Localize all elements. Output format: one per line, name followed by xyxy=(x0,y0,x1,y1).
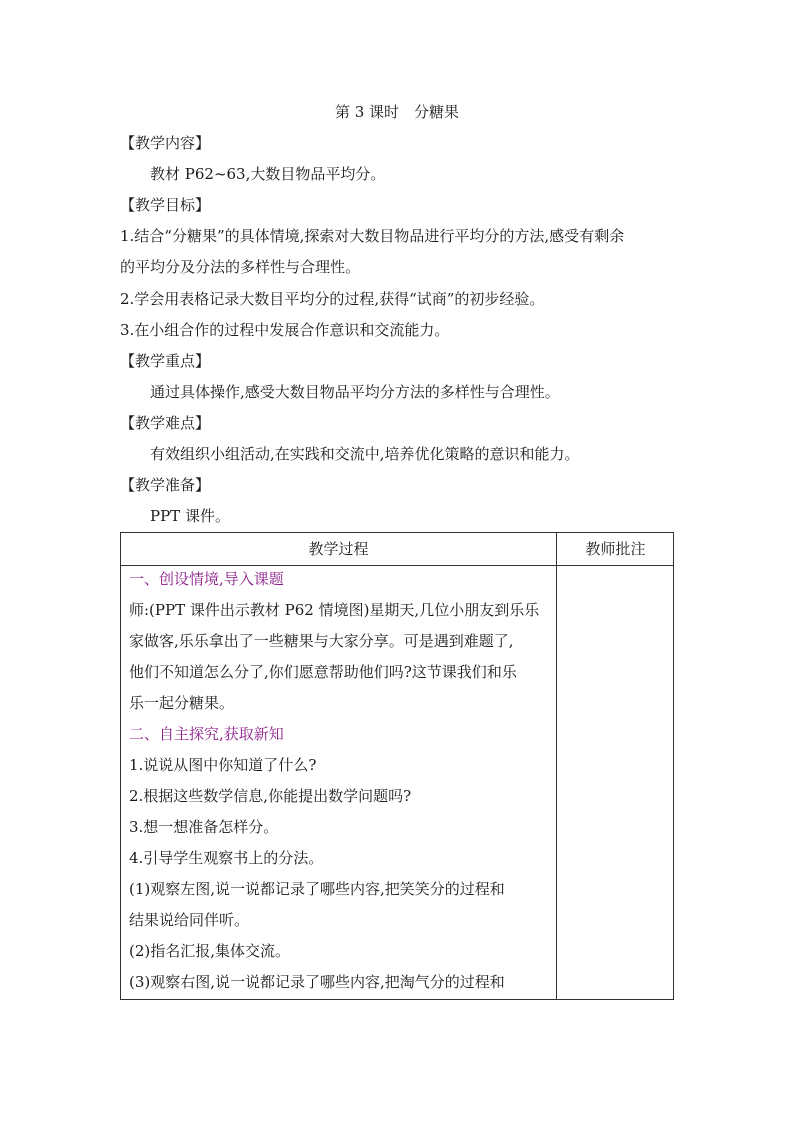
process-line: 结果说给同伴听。 xyxy=(129,911,250,929)
preparation-heading: 【教学准备】 xyxy=(120,476,211,494)
goal-line: 3.在小组合作的过程中发展合作意识和交流能力。 xyxy=(120,321,450,339)
process-line: (3)观察右图,说一说都记录了哪些内容,把淘气分的过程和 xyxy=(129,973,505,991)
process-line: 家做客,乐乐拿出了一些糖果与大家分享。可是遇到难题了, xyxy=(129,632,514,650)
process-line: 1.说说从图中你知道了什么? xyxy=(129,756,317,774)
header-divider xyxy=(121,565,673,566)
process-line: 3.想一想准备怎样分。 xyxy=(129,818,279,836)
process-line: (1)观察左图,说一说都记录了哪些内容,把笑笑分的过程和 xyxy=(129,880,505,898)
process-section-heading: 一、创设情境,导入课题 xyxy=(129,570,284,588)
process-line: 他们不知道怎么分了,你们愿意帮助他们吗?这节课我们和乐 xyxy=(129,663,517,681)
goal-line: 1.结合“分糖果”的具体情境,探索对大数目物品进行平均分的方法,感受有剩余 xyxy=(120,227,625,245)
column-divider xyxy=(556,533,557,999)
key-points-heading: 【教学重点】 xyxy=(120,352,211,370)
process-line: 乐一起分糖果。 xyxy=(129,694,235,712)
content-body: 教材 P62~63,大数目物品平均分。 xyxy=(150,165,386,183)
difficulties-heading: 【教学难点】 xyxy=(120,414,211,432)
goal-line: 的平均分及分法的多样性与合理性。 xyxy=(120,258,361,276)
process-section-heading: 二、自主探究,获取新知 xyxy=(129,725,284,743)
goal-line: 2.学会用表格记录大数目平均分的过程,获得“试商”的初步经验。 xyxy=(120,290,545,308)
key-points-body: 通过具体操作,感受大数目物品平均分方法的多样性与合理性。 xyxy=(150,383,560,401)
process-line: 2.根据这些数学信息,你能提出数学问题吗? xyxy=(129,787,412,805)
header-teaching-process: 教学过程 xyxy=(308,540,369,558)
teaching-process-table xyxy=(120,532,674,1000)
content-heading: 【教学内容】 xyxy=(120,134,211,152)
header-teacher-notes: 教师批注 xyxy=(585,540,646,558)
process-line: 4.引导学生观察书上的分法。 xyxy=(129,849,324,867)
page-title: 第 3 课时 分糖果 xyxy=(334,103,460,121)
process-line: (2)指名汇报,集体交流。 xyxy=(129,942,291,960)
preparation-body: PPT 课件。 xyxy=(150,507,230,525)
goals-heading: 【教学目标】 xyxy=(120,196,211,214)
process-line: 师:(PPT 课件出示教材 P62 情境图)星期天,几位小朋友到乐乐 xyxy=(129,601,540,619)
difficulties-body: 有效组织小组活动,在实践和交流中,培养优化策略的意识和能力。 xyxy=(150,445,580,463)
